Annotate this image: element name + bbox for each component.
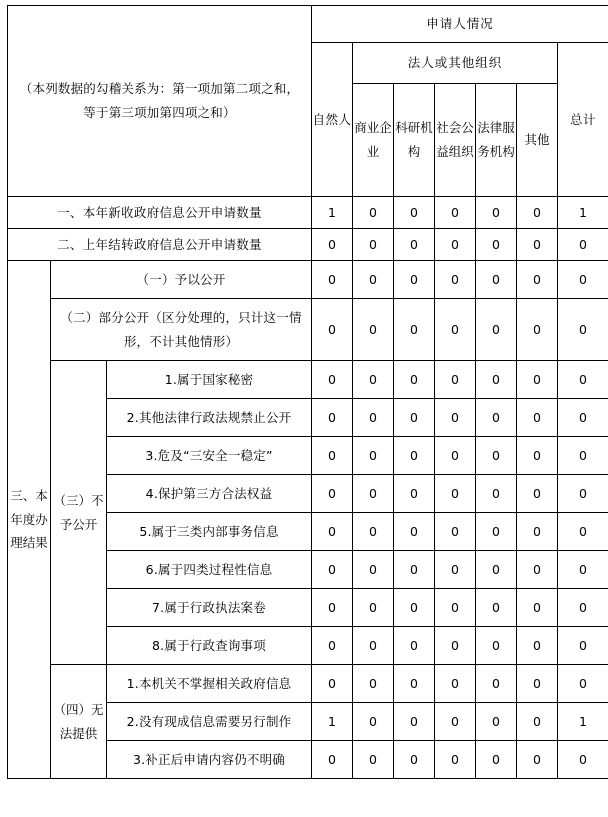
cell-value: 0 [435, 299, 476, 361]
header-applicant-group: 申请人情况 [312, 6, 608, 43]
cell-value: 0 [312, 513, 353, 551]
cell-value: 0 [312, 551, 353, 589]
cell-value: 0 [312, 475, 353, 513]
row-label-administrative-inquiry: 8.属于行政查询事项 [107, 627, 312, 665]
table-row [8, 665, 608, 703]
cell-value: 0 [435, 229, 476, 261]
group-label-annual-result: 三、本年度办理结果 [8, 261, 51, 779]
cell-value: 0 [312, 361, 353, 399]
cell-value: 0 [353, 261, 394, 299]
cell-value: 0 [476, 703, 517, 741]
cell-value: 0 [312, 229, 353, 261]
cell-value: 0 [517, 665, 558, 703]
cell-value: 0 [558, 299, 608, 361]
table-row [8, 261, 608, 299]
cell-value: 0 [394, 437, 435, 475]
cell-value: 0 [517, 627, 558, 665]
cell-value: 0 [476, 589, 517, 627]
cell-value: 0 [476, 437, 517, 475]
cell-value: 0 [353, 197, 394, 229]
cell-value: 0 [558, 399, 608, 437]
group-label-cannot-provide: （四）无法提供 [51, 665, 107, 779]
cell-value: 0 [312, 627, 353, 665]
cell-value: 0 [353, 475, 394, 513]
cell-value: 0 [517, 229, 558, 261]
cell-value: 0 [312, 589, 353, 627]
note-line-1: （本列数据的勾稽关系为：第一项加第二项之和， [19, 81, 300, 97]
cell-value: 0 [558, 229, 608, 261]
cell-value: 0 [517, 589, 558, 627]
cell-value: 0 [517, 261, 558, 299]
cell-value: 0 [353, 229, 394, 261]
row-label-new-requests: 一、本年新收政府信息公开申请数量 [8, 197, 312, 229]
group-label-not-disclosed: （三）不予公开 [51, 361, 107, 665]
cell-value: 0 [435, 475, 476, 513]
cell-value: 0 [558, 437, 608, 475]
cell-value: 0 [517, 703, 558, 741]
cell-value: 0 [476, 229, 517, 261]
cell-value: 0 [394, 299, 435, 361]
cell-value: 0 [353, 589, 394, 627]
cell-value: 0 [476, 399, 517, 437]
header-col-legal-service-org: 法律服务机构 [476, 84, 517, 197]
cell-value: 0 [558, 589, 608, 627]
cell-value: 0 [435, 741, 476, 779]
cell-value: 0 [476, 551, 517, 589]
row-label-not-in-possession: 1.本机关不掌握相关政府信息 [107, 665, 312, 703]
cell-value: 0 [394, 513, 435, 551]
cell-value: 0 [517, 437, 558, 475]
cell-value: 0 [435, 261, 476, 299]
cell-value: 0 [517, 513, 558, 551]
cell-value: 0 [394, 399, 435, 437]
header-total: 总计 [558, 43, 608, 197]
row-label-state-secret: 1.属于国家秘密 [107, 361, 312, 399]
cell-value: 0 [394, 361, 435, 399]
cell-value: 0 [558, 261, 608, 299]
row-label-partially-disclosed: （二）部分公开（区分处理的，只计这一情形，不计其他情形） [51, 299, 312, 361]
table-row [8, 299, 608, 361]
cell-value: 1 [312, 197, 353, 229]
cell-value: 0 [558, 665, 608, 703]
cell-value: 0 [435, 665, 476, 703]
cell-value: 0 [517, 299, 558, 361]
header-natural-person-label: 自然人 [312, 111, 352, 127]
cell-value: 0 [353, 399, 394, 437]
cell-value: 0 [558, 475, 608, 513]
cell-value: 0 [394, 551, 435, 589]
cell-value: 0 [476, 665, 517, 703]
cell-value: 0 [312, 261, 353, 299]
row-label-process-information: 6.属于四类过程性信息 [107, 551, 312, 589]
cell-value: 0 [353, 513, 394, 551]
row-label-disclosed: （一）予以公开 [51, 261, 312, 299]
header-col-social-welfare-org: 社会公益组织 [435, 84, 476, 197]
cell-value: 0 [435, 197, 476, 229]
government-information-disclosure-table [7, 5, 608, 779]
cell-value: 0 [435, 627, 476, 665]
cell-value: 0 [517, 197, 558, 229]
cell-value: 0 [435, 361, 476, 399]
cell-value: 0 [353, 627, 394, 665]
cell-value: 0 [394, 475, 435, 513]
cell-value: 0 [394, 229, 435, 261]
cell-value: 0 [435, 589, 476, 627]
cell-value: 0 [517, 361, 558, 399]
table-row [8, 229, 608, 261]
cell-value: 0 [476, 361, 517, 399]
cell-value: 0 [476, 261, 517, 299]
row-label-still-unclear: 3.补正后申请内容仍不明确 [107, 741, 312, 779]
cell-value: 0 [476, 627, 517, 665]
cell-value: 0 [312, 299, 353, 361]
cell-value: 0 [476, 475, 517, 513]
cross-check-note [8, 6, 312, 197]
row-label-law-prohibited: 2.其他法律行政法规禁止公开 [107, 399, 312, 437]
cell-value: 0 [353, 437, 394, 475]
row-label-enforcement-files: 7.属于行政执法案卷 [107, 589, 312, 627]
header-legal-person-group: 法人或其他组织 [353, 43, 558, 84]
note-line-2: 等于第三项加第四项之和） [83, 105, 236, 120]
cell-value: 0 [394, 197, 435, 229]
cell-value: 0 [435, 437, 476, 475]
cell-value: 0 [353, 741, 394, 779]
cell-value: 0 [353, 551, 394, 589]
header-col-commercial-enterprise: 商业企业 [353, 84, 394, 197]
table-row [8, 197, 608, 229]
row-label-third-party-rights: 4.保护第三方合法权益 [107, 475, 312, 513]
cell-value: 0 [558, 741, 608, 779]
cell-value: 0 [353, 665, 394, 703]
cell-value: 0 [517, 475, 558, 513]
cell-value: 0 [394, 261, 435, 299]
cell-value: 0 [558, 551, 608, 589]
cell-value: 0 [476, 513, 517, 551]
cell-value: 0 [435, 551, 476, 589]
cell-value: 0 [558, 627, 608, 665]
cell-value: 0 [312, 665, 353, 703]
cell-value: 0 [517, 399, 558, 437]
cell-value: 1 [558, 703, 608, 741]
cell-value: 0 [558, 513, 608, 551]
cell-value: 0 [394, 627, 435, 665]
cell-value: 1 [312, 703, 353, 741]
cell-value: 0 [476, 299, 517, 361]
header-col-other: 其他 [517, 84, 558, 197]
cell-value: 0 [353, 299, 394, 361]
cell-value: 0 [312, 437, 353, 475]
cell-value: 0 [476, 741, 517, 779]
cell-value: 0 [517, 741, 558, 779]
row-label-endangers-security: 3.危及“三安全一稳定” [107, 437, 312, 475]
cell-value: 0 [435, 513, 476, 551]
cell-value: 0 [517, 551, 558, 589]
cell-value: 1 [558, 197, 608, 229]
cell-value: 0 [394, 741, 435, 779]
cell-value: 0 [312, 399, 353, 437]
header-row-top [8, 6, 608, 43]
cell-value: 0 [558, 361, 608, 399]
cell-value: 0 [353, 703, 394, 741]
header-natural-person [312, 43, 353, 197]
cell-value: 0 [435, 703, 476, 741]
cell-value: 0 [394, 589, 435, 627]
cell-value: 0 [394, 665, 435, 703]
row-label-needs-creation: 2.没有现成信息需要另行制作 [107, 703, 312, 741]
header-col-research-institution: 科研机构 [394, 84, 435, 197]
row-label-carried-over-requests: 二、上年结转政府信息公开申请数量 [8, 229, 312, 261]
cell-value: 0 [435, 399, 476, 437]
cell-value: 0 [312, 741, 353, 779]
cell-value: 0 [476, 197, 517, 229]
cell-value: 0 [353, 361, 394, 399]
table-row [8, 361, 608, 399]
row-label-internal-affairs: 5.属于三类内部事务信息 [107, 513, 312, 551]
cell-value: 0 [394, 703, 435, 741]
